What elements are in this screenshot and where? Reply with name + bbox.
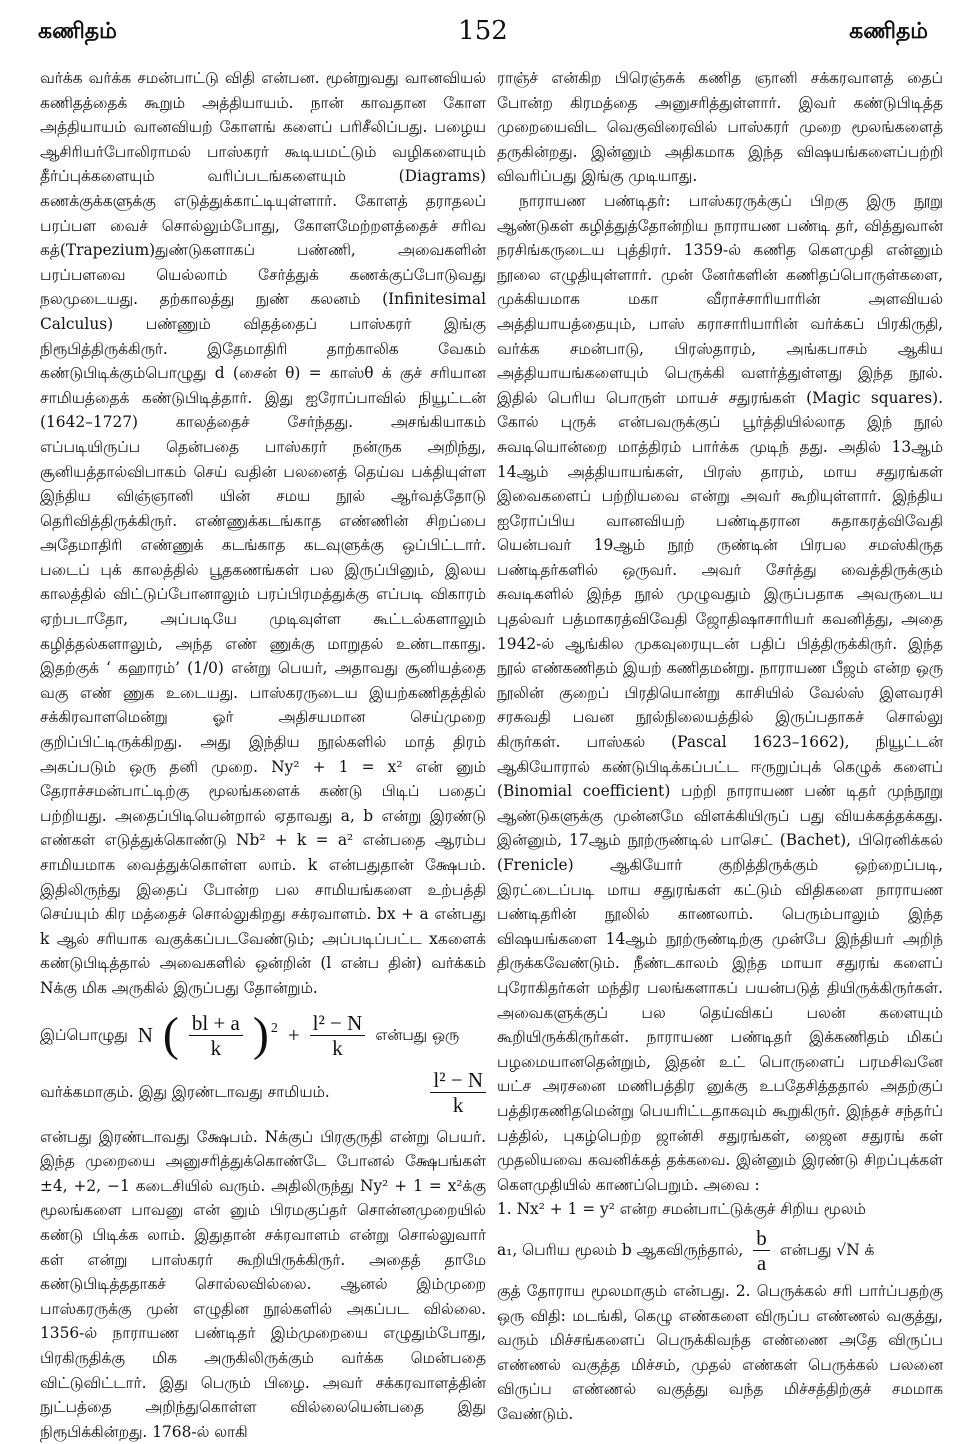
- fraction-denominator: a: [756, 1250, 767, 1275]
- right-column: [497, 66, 943, 1423]
- running-title-right: கணிதம்: [849, 18, 928, 44]
- formula-N: N: [137, 1022, 153, 1047]
- left-paragraph-1: வர்க்க வர்க்க சமன்பாட்டு விதி என்பன. மூன்றுவது வானவியல் கணிதத்தைக் கூறும் அத்தியாயம். நான் காவதான கோள அத்தியாயம் வானவியற் கோளங் களைப் பரிசீலிப்பது. பழைய ஆசிரியர்போலிராமல் பாஸ்கரர் கூடியமட்டும் வழிகளையும் தீர்ப்புக்களையும் வரிப்படங்களையும் (Diagrams) கணக்குக்களுக்கு எடுத்துக்காட்டியுள்ளார். கோளத் தராதலப் பரப்பள வைச் சொல்லும்போது, கோளமேற்றளத்தைச் சரிவ கத்(Trapezium)துண்டுகளாகப் பண்ணி, அவைகளின் பரப்பளவை யெல்லாம் சேர்த்துக் கணக்குப்போடுவது நலமுடையது. தற்காலத்து நுண் கலனம் (Infinitesimal Calculus) பண்ணும் விதத்தைப் பாஸ்கரர் இங்கு நிரூபித்திருக்கிருர். இதேமாதிரி தாற்காலிக வேகம் கண்டுபிடிக்கும்பொழுது d (சைன் θ) = காஸ்θ க் குச் சரியான சாமியத்தைக் கண்டுபிடித்தார். இது ஐரோப்பாவில் நியூட்டன் (1642–1727) காலத்தைச் சேர்ந்தது. அசங்கியாகம் எப்படியிருப்ப தென்பதை பாஸ்கரர் நன்ருக அறிந்து, சூனியத்தால்விபாகம் செய் வதின் பலனைத் தெய்வ பக்தியுள்ள இந்திய விஞ்ஞானி யின் சமய நூல் ஆர்வத்தோடு தெரிவித்திருக்கிருர். எண்ணுக்கடங்காத எண்ணின் சிறப்பை அதேமாதிரி எண்ணுக் கடங்காத கடவுளுக்கு ஒப்பிட்டார். படைப் புக் காலத்தில் பூதகணங்கள் பல இருப்பினும், இலய காலத்தில் விட்டுப்போனாலும் பரப்பிரமத்துக்கு எப்படி விகாரம் ஏற்படாதோ, அப்படியே முடிவுள்ள கூட்டல்களாலும் கழித்தல்களாலும், அந்த எண் ணுக்கு மாறுதல் உண்டாகாது. இதற்குக் ‘ கஹாரம்’ (1/0) என்று பெயர், அதாவது சூனியத்தை வகு எண் ணுக உடையது. பாஸ்கரருடைய இயற்கணிதத்தில் சக்கிரவாளமென்று ஓர் அதிசயமான செய்முறை குறிப்பிட்டிருக்கிறது. அது இந்திய நூல்களில் மாத் திரம் அகப்படும் ஒரு தனி முறை. Ny² + 1 = x² என் னும் தேராச்சமன்பாட்டிற்கு மூலங்களைக் கண்டு பிடிப் பதைப் பற்றியது. அதைப்பிடியென்றால் ஏதாவது a, b என்று இரண்டு எண்கள் எடுத்துக்கொண்டு Nb² + k = a² என்பதை ஆரம்ப சாமியமாக வைத்துக்கொள்ள லாம். k என்பதுதான் க்ஷேபம். இதிலிருந்து இதைப் போன்ற பல சாமியங்களை உற்பத்தி செய்யும் கிர மத்தைச் சொல்லுகிறது சக்ரவாளம். bx + a என்பது k ஆல் சரியாக வகுக்கப்படவேண்டும்; அப்படிப்பட்ட xகளைக் கண்டுபிடித்தால் அவைகளில் ஒன்றின் (l என்ப தின்) வர்க்கம் Nக்கு மிக அருகில் இருப்பது தோன்றும்.: [40, 69, 486, 997]
- right-paragraph-1: ராஞ்ச் என்கிற பிரெஞ்சுக் கணித ஞானி சக்கரவாளத் தைப் போன்ற கிரமத்தை அனுசரித்துள்ளார். இவர் கண்டுபிடித்த முறையைவிட வெகுவிரைவில் பாஸ்கரர் முறை மூலங்களைத் தருகின்றது. இன்னும் அதிகமாக இந்த விஷயங்களைப்பற்றி விவரிப்பது இங்கு முடியாது.: [497, 69, 943, 186]
- formula-fraction-2: [310, 1011, 366, 1060]
- right-paragraph-3: குத் தோராய மூலமாகும் என்பது. 2. பெருக்கல் சரி பார்ப்பதற்கு ஒரு விதி: மடங்கி, கெழு எண்களை விருப்ப எண்ணல் வகுத்து, வரும் மிச்சங்களைப் பெருக்கிவந்த எண்ணை அதே விருப்ப எண்ணல் வகுத்த மிச்சம், முதல் எண்கள் பெருக்கல் பலனை விருப்ப எண்ணல் வகுத்து வந்த மிச்சத்திற்குச் சமமாக வேண்டும்.: [497, 1281, 943, 1423]
- fraction-denominator: k: [332, 1035, 343, 1060]
- item1-text-a: a₁, பெரிய மூலம் b ஆகவிருந்தால்,: [497, 1241, 744, 1260]
- left-paragraph-2: என்பது இரண்டாவது க்ஷேபம். Nக்குப் பிரகுருதி என்று பெயர். இந்த முறையை அனுசரித்துக்கொண்டே போனல் க்ஷேபங்கள் ±4, +2, −1 கடைசியில் வரும். அதிலிருந்து Ny² + 1 = x²க்கு மூலங்களை பாவனு என் னும் பிரமகுப்தர் சொன்னமுறையில் கண்டு பிடிக்க லாம். இதுதான் சக்ரவாளம் என்று சொல்லுவார் கள் என்று பாஸ்கரர் கூறியிருக்கிருர். அதைத் தாமே கண்டுபிடித்ததாகச் சொல்லவில்லை. ஆனல் இம்முறை பாஸ்கரருக்கு முன் எழுதின நூல்களில் அகப்பட வில்லை. 1356-ல் நாராயண பண்டிதர் இம்முறையை எழுதும்போது, பிரகிருதிக்கு மிக அருகிலிருக்கும் வர்க்க மென்பதை விட்டுவிட்டார். இது பெரும் பிழை. அவர் சக்கரவாளத்தின் நுட்பத்தை அறிந்துகொள்ள வில்லையென்பதை இது நிரூபிக்கின்றது. 1768-ல் லாகி: [40, 1127, 486, 1441]
- formula2-text: வர்க்கமாகும். இது இரண்டாவது சாமியம்.: [40, 1082, 330, 1101]
- running-title-left: கணிதம்: [38, 18, 117, 44]
- formula-fraction-1: [189, 1011, 243, 1060]
- formula-paren-open: (: [162, 1008, 179, 1062]
- fraction-numerator: l² − N: [310, 1011, 366, 1036]
- page-header: [0, 0, 966, 60]
- formula-suffix: என்பது ஒரு: [375, 1025, 460, 1044]
- page-number: 152: [458, 16, 508, 46]
- fraction-numerator: l² − N: [430, 1068, 486, 1093]
- fraction-denominator: k: [452, 1092, 464, 1117]
- formula-prefix: இப்பொழுது: [40, 1025, 128, 1044]
- fraction-denominator: k: [210, 1035, 222, 1060]
- fraction-numerator: b: [753, 1226, 770, 1251]
- formula-second-equation: [40, 1008, 486, 1062]
- formula-fraction-3: [430, 1068, 486, 1117]
- formula-plus: +: [287, 1022, 300, 1047]
- formula-paren-close: ): [252, 1008, 269, 1062]
- left-column: [40, 66, 486, 1441]
- item1-text-b: என்பது √N க்: [779, 1241, 875, 1260]
- formula-fraction-b-over-a: [753, 1226, 770, 1275]
- formula-second-kshepa: [40, 1068, 486, 1117]
- right-item-1-line-2: [497, 1226, 943, 1275]
- formula-exponent: 2: [270, 1020, 278, 1036]
- right-paragraph-narayana: நாராயண பண்டிதர்: பாஸ்கரருக்குப் பிறகு இரு நூறு ஆண்டுகள் கழித்துத்தோன்றிய நாராயண பண்டி தர், வித்துவான் நரசிங்கருடைய புத்திரர். 1359-ல் கணித கௌமுதி என்னும் நூலை எழுதியுள்ளார். முன் னேர்களின் கணிதப்பொருள்களை, முக்கியமாக மகா வீராச்சாரியாரின் அளவியல் அத்தியாயத்தையும், பாஸ் கராசாரியாரின் வர்க்கப் பிரகிருதி, வர்க்க சமன்பாடு, பிரஸ்தாரம், அங்கபாசம் ஆகிய அத்தியாயங்களையும் பெருக்கி வளர்த்துள்ளது இந்த நூல். இதில் பெரிய பொருள் மாயச் சதுரங்கள் (Magic squares). கோல் புருக் என்பவருக்குப் பூர்த்தியில்லாத இந் நூல் சுவடியொன்றை மாத்திரம் பார்க்க முடிந் தது. அதில் 13ஆம் 14ஆம் அத்தியாயங்கள், பிரஸ் தாரம், மாய சதுரங்கள் இவைகளைப் பற்றியவை என்று அவர் கூறியுள்ளார். இந்திய ஐரோப்பிய வானவியற் பண்டிதரான சுதாகரத்விவேதி யென்பவர் 19ஆம் நூற் ருண்டின் பிரபல சமஸ்கிருத பண்டிதர்களில் ஒருவர். அவர் சேர்த்து வைத்திருக்கும் சுவடிகளில் இந்த நூல் முழுவதும் இருப்பதாக அவருடைய புதல்வர் பத்மாகரத்விவேதி ஜோதிஷாசாரியர் கவனித்து, அதை 1942-ல் ஆங்கில முகவுரையுடன் பதிப் பித்திருக்கிருர். இந்த நூல் எண்கணிதம் இயற் கணிதமன்று. நாராயண பீஜம் என்ற ஒரு நூலின் குறைப் பிரதியொன்று காசியில் வேல்ஸ் இளவரசி சரசுவதி பவன நூல்நிலையத்தில் இருப்பதாகச் சொல்லு கிருர்கள். பாஸ்கல் (Pascal 1623–1662), நியூட்டன் ஆகியோரால் கண்டுபிடிக்கப்பட்ட ஈருறுப்புக் கெழுக் களைப் (Binomial coefficient) பற்றி நாராயண பண் டிதர் முந்நூறு ஆண்டுகளுக்கு முன்னமே விளக்கியிருப் பது வியக்கத்தக்கது. இன்னும், 17ஆம் நூற்ருண்டில் பாசெட் (Bachet), பிரெனிக்கல் (Frenicle) ஆகியோர் குறித்திருக்கும் ஒற்றைப்படி, இரட்டைப்படி மாய சதுரங்கள் கட்டும் விதிகளை நாராயண பண்டிதரின் நூலில் காணலாம். பெரும்பாலும் இந்த விஷயங்களை 14ஆம் நூற்ருண்டிற்கு முன்பே இந்தியர் அறிந் திருக்கவேண்டும். நீண்டகாலம் இந்த மாயா சதுரங் களைப் புரோகிதர்கள் மந்திர பலங்களாகப் பயன்படுத் தியிருக்கிருர்கள். அவைகளுக்குப் பல தெய்விகப் பலன் களையும் கூறியிருக்கிருர்கள். நாராயண பண்டிதர் இக்கணிதம் மிகப் பழமையானதென்றும், இதன் உட் பொருளைப் பரமசிவனே யட்ச அரசனை மணிபத்திர னுக்கு உபதேசித்ததால் அதற்குப் பத்திரகணிதமென்று பெயரிட்டதாகவும் கூறுகிருர். இந்தச் சந்தர்ப் பத்தில், புகழ்பெற்ற ஜான்சி சதுரங்கள், ஜைன சதுரங் கள் முதலியவை கவனிக்கத் தக்கவை. இன்னும் இரண்டு சிறப்புக்கள் கௌமுதியில் காணப்பெறும். அவை :: [497, 191, 943, 1194]
- fraction-numerator: bl + a: [189, 1011, 243, 1036]
- right-item-1-line-1: 1. Nx² + 1 = y² என்ற சமன்பாட்டுக்குச் சிறிய மூலம்: [497, 1200, 866, 1219]
